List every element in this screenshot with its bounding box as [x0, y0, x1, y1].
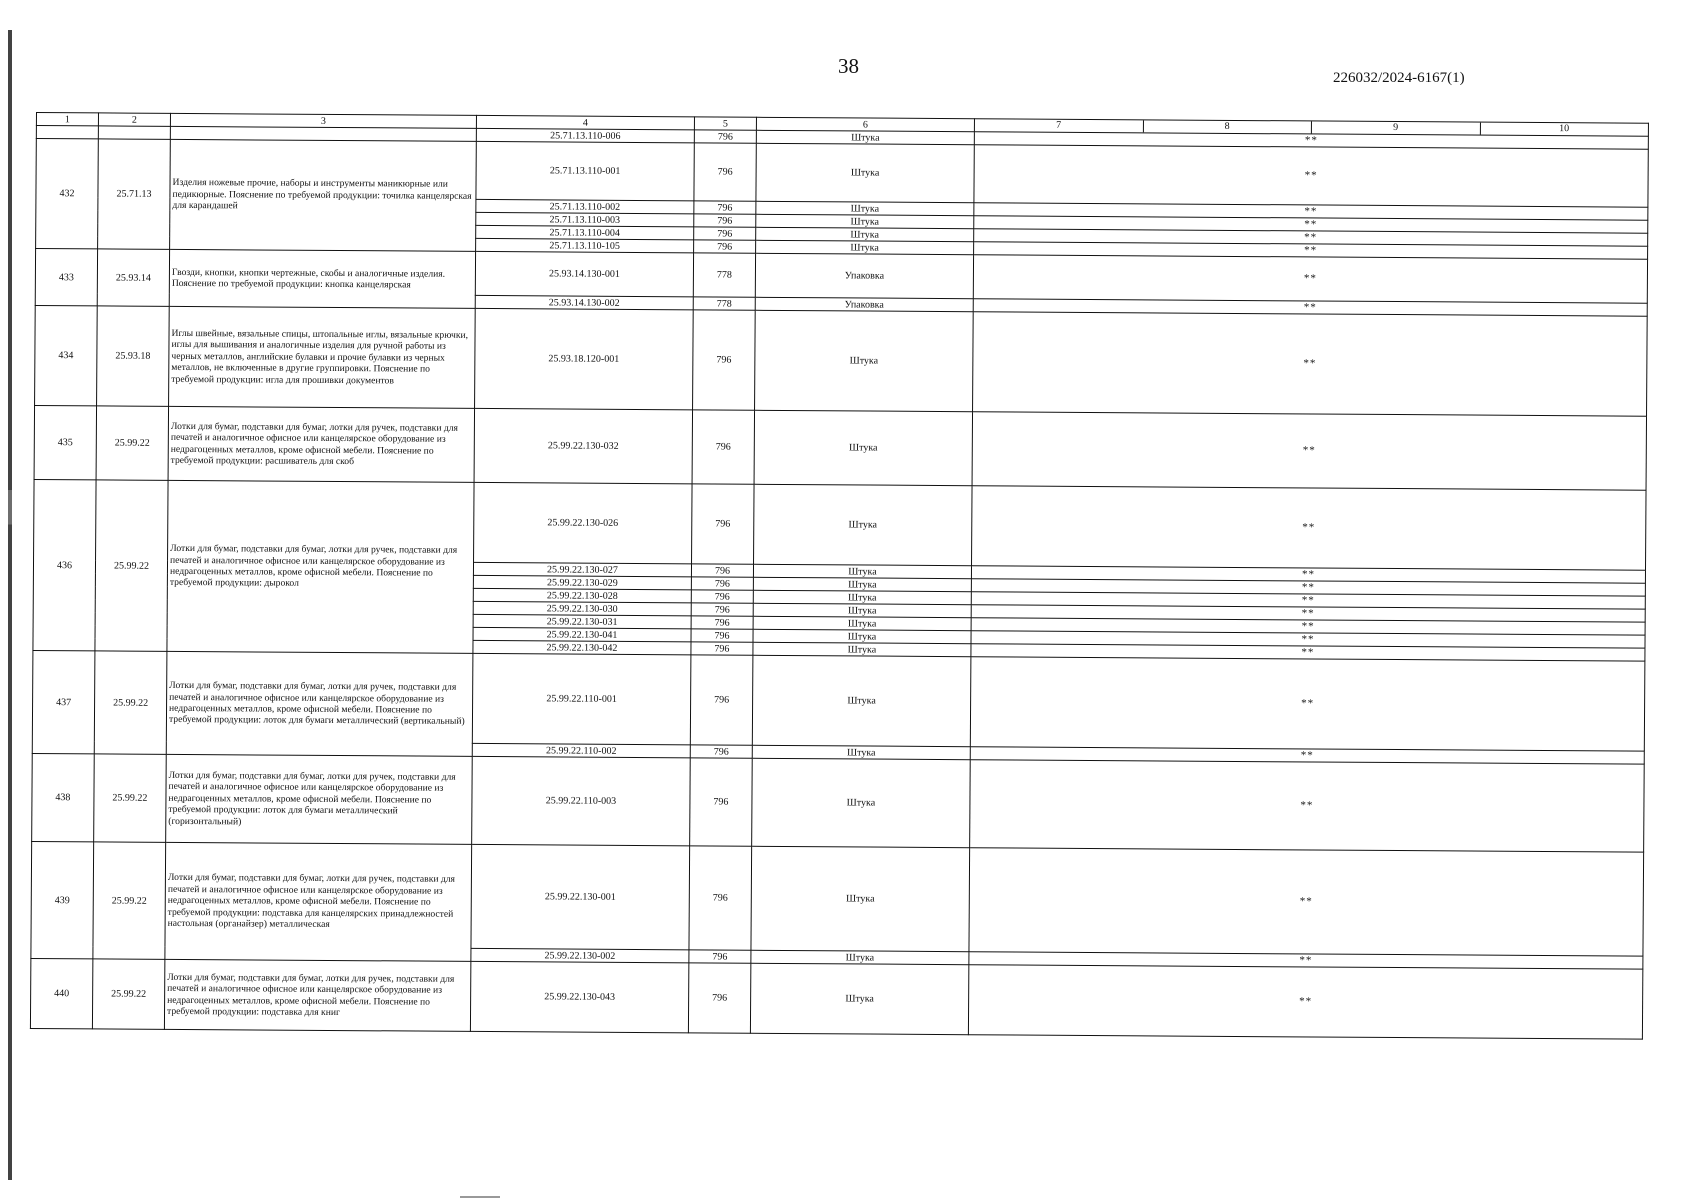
unit-name: Штука — [753, 590, 971, 604]
unit-code: 796 — [688, 963, 750, 1033]
item-description: Гвозди, кнопки, кнопки чертежные, скобы и аналогичные изделия. Пояснение по требуемой продукции: кнопка канцелярская — [169, 249, 475, 308]
col-header-4: 4 — [476, 115, 694, 129]
table-row — [30, 958, 1642, 1039]
okpd-code: 25.99.22 — [94, 754, 167, 842]
item-description: Лотки для бумаг, подставки для бумаг, лотки для ручек, подставки для печатей и аналогичное офисное или канцелярское оборудование из недрагоценных металлов, кроме офисной мебели. Пояснение по требуемой продукции: подставка для книг — [164, 959, 470, 1031]
product-code: 25.93.14.130-002 — [475, 295, 693, 309]
note-cell: ** — [974, 242, 1648, 259]
unit-code: 796 — [694, 201, 756, 214]
okpd-code: 25.99.22 — [93, 842, 166, 959]
okpd-code: 25.93.18 — [97, 306, 170, 406]
note-cell: ** — [970, 760, 1645, 852]
note-cell: ** — [973, 255, 1647, 303]
unit-name: Штука — [753, 629, 971, 643]
product-code: 25.99.22.110-002 — [472, 743, 690, 757]
product-code: 25.99.22.110-001 — [472, 653, 691, 744]
table-body — [30, 139, 1648, 1040]
product-code: 25.71.13.110-004 — [476, 225, 694, 239]
unit-name: Упаковка — [755, 253, 973, 298]
note-cell: ** — [971, 631, 1645, 648]
row-number: 433 — [35, 249, 97, 306]
product-code: 25.71.13.110-003 — [476, 212, 694, 226]
note-cell: ** — [968, 965, 1642, 1039]
unit-code: 796 — [691, 590, 753, 603]
product-code: 25.99.22.130-001 — [471, 844, 690, 949]
table-row — [34, 405, 1646, 490]
unit-code: 796 — [694, 143, 756, 201]
unit-code: 796 — [692, 410, 754, 484]
row-number: 440 — [30, 958, 92, 1028]
product-code: 25.99.22.110-003 — [472, 756, 691, 845]
unit-name: Штука — [753, 564, 971, 578]
okpd-code: 25.99.22 — [95, 480, 168, 651]
product-code: 25.71.13.110-002 — [476, 199, 694, 213]
row-number: 435 — [34, 405, 96, 479]
unit-name: Штука — [753, 616, 971, 630]
document-reference: 226032/2024-6167(1) — [1333, 70, 1465, 86]
note-cell: ** — [974, 216, 1648, 233]
col-header-5: 5 — [694, 117, 756, 130]
okpd-code: 25.99.22 — [92, 959, 164, 1029]
unit-name: Штука — [750, 963, 968, 1034]
note-cell: ** — [971, 592, 1645, 609]
note-cell: ** — [971, 566, 1645, 583]
col-header-1: 1 — [36, 113, 98, 126]
row-number: 438 — [32, 753, 95, 841]
note-cell: ** — [974, 132, 1648, 149]
row-number: 434 — [35, 305, 98, 405]
subheader-10: 10 — [1479, 123, 1648, 136]
unit-code: 796 — [691, 603, 753, 616]
okpd-code: 25.71.13 — [98, 139, 171, 249]
row-number: 437 — [32, 650, 95, 753]
unit-code: 796 — [694, 214, 756, 227]
product-code: 25.99.22.130-031 — [473, 614, 691, 628]
note-cell: ** — [971, 644, 1645, 661]
unit-name: Штука — [756, 143, 974, 202]
note-cell: ** — [971, 579, 1645, 596]
unit-name: Штука — [753, 642, 971, 656]
table-row — [32, 650, 1645, 751]
unit-name: Штука — [753, 577, 971, 591]
note-cell: ** — [973, 312, 1648, 416]
note-cell: ** — [974, 145, 1648, 207]
scan-edge-mark — [8, 30, 12, 1180]
subheader-9: 9 — [1311, 121, 1480, 134]
unit-code: 796 — [691, 616, 753, 629]
table-row — [32, 753, 1645, 852]
item-description: Лотки для бумаг, подставки для бумаг, лотки для ручек, подставки для печатей и аналогичное офисное или канцелярское оборудование из недрагоценных металлов, кроме офисной мебели. Пояснение по требуемой продукции: дырокол — [167, 480, 474, 653]
table-row — [35, 249, 1647, 304]
scan-speck — [460, 1196, 500, 1198]
unit-code: 796 — [690, 655, 753, 745]
product-code: 25.99.22.130-030 — [473, 601, 691, 615]
unit-name: Штука — [754, 484, 973, 565]
table-row — [36, 139, 1648, 208]
note-cell: ** — [971, 605, 1645, 622]
unit-name: Штука — [756, 240, 974, 254]
col-header-2: 2 — [98, 113, 170, 126]
row-number: 439 — [31, 841, 94, 958]
product-code: 25.93.18.120-001 — [475, 308, 694, 409]
product-code: 25.71.13.110-006 — [476, 128, 694, 142]
item-description: Изделия ножевые прочие, наборы и инструменты маникюрные или педикюрные. Пояснение по требуемой продукции: точилка канцелярская для карандашей — [170, 139, 477, 251]
product-code: 25.93.14.130-001 — [475, 251, 693, 296]
unit-name: Штука — [751, 950, 969, 964]
unit-code: 796 — [691, 629, 753, 642]
product-code: 25.99.22.130-002 — [471, 948, 689, 962]
unit-code: 796 — [691, 642, 753, 655]
row-number: 436 — [33, 479, 96, 650]
unit-name: Штука — [752, 758, 971, 847]
okpd-code: 25.99.22 — [94, 651, 167, 754]
unit-code: 796 — [691, 577, 753, 590]
item-description: Лотки для бумаг, подставки для бумаг, лотки для ручек, подставки для печатей и аналогичное офисное или канцелярское оборудование из недрагоценных металлов, кроме офисной мебели. Пояснение по требуемой продукции: подставка для канцелярских принадлежностей настольная (органайзер) металлическая — [165, 842, 472, 961]
item-description: Лотки для бумаг, подставки для бумаг, лотки для ручек, подставки для печатей и аналогичное офисное или канцелярское оборудование из недрагоценных металлов, кроме офисной мебели. Пояснение по требуемой продукции: лоток для бумаги металлический (вертикальный) — [166, 651, 473, 756]
table-row — [31, 841, 1644, 956]
note-cell: ** — [969, 952, 1643, 969]
table-row — [34, 479, 1646, 570]
unit-code: 778 — [693, 253, 755, 297]
note-cell: ** — [970, 747, 1644, 764]
note-cell: ** — [970, 657, 1645, 751]
specification-table — [30, 112, 1649, 1040]
unit-name: Штука — [751, 846, 970, 951]
unit-name: Штука — [756, 130, 974, 144]
item-description: Лотки для бумаг, подставки для бумаг, лотки для ручек, подставки для печатей и аналогичное офисное или канцелярское оборудование из недрагоценных металлов, кроме офисной мебели. Пояснение по требуемой продукции: расшиватель для скоб — [168, 406, 474, 482]
note-cell: ** — [974, 203, 1648, 220]
product-code: 25.99.22.130-028 — [473, 588, 691, 602]
product-code: 25.99.22.130-027 — [473, 562, 691, 576]
unit-name: Штука — [753, 603, 971, 617]
okpd-code: 25.93.14 — [97, 249, 169, 306]
unit-code: 796 — [689, 846, 752, 950]
product-code: 25.99.22.130-032 — [474, 408, 692, 483]
unit-name: Штука — [755, 310, 974, 411]
unit-code: 796 — [693, 310, 756, 410]
unit-code: 796 — [694, 130, 756, 143]
subheader-8: 8 — [1142, 120, 1311, 133]
subheader-7: 7 — [1056, 119, 1062, 131]
note-cell: ** — [972, 412, 1646, 490]
note-cell: ** — [969, 848, 1644, 956]
unit-name: Штука — [752, 655, 971, 746]
col-header-3: 3 — [170, 113, 476, 128]
product-code: 25.99.22.130-029 — [473, 575, 691, 589]
product-code: 25.71.13.110-001 — [476, 141, 694, 200]
unit-code: 796 — [691, 564, 753, 577]
item-description: Лотки для бумаг, подставки для бумаг, лотки для ручек, подставки для печатей и аналогичное офисное или канцелярское оборудование из недрагоценных металлов, кроме офисной мебели. Пояснение по требуемой продукции: лоток для бумаги металлический (горизонтальный) — [166, 754, 473, 844]
unit-code: 796 — [689, 950, 751, 963]
table-row — [35, 305, 1648, 416]
note-cell: ** — [971, 618, 1645, 635]
unit-name: Упаковка — [755, 297, 973, 311]
unit-code: 796 — [692, 484, 755, 564]
unit-name: Штука — [756, 214, 974, 228]
product-code: 25.99.22.130-042 — [473, 640, 691, 654]
item-description: Иглы швейные, вязальные спицы, штопальные иглы, вязальные крючки, иглы для вышивания и аналогичные изделия для ручной работы из черных металлов, английские булавки и прочие булавки из черных металлов, не включенные в другие группировки. Пояснение по требуемой продукции: игла для прошивки документов — [169, 306, 476, 408]
unit-name: Штука — [752, 745, 970, 759]
note-cell: ** — [974, 229, 1648, 246]
col-header-6: 6 — [756, 117, 974, 131]
product-code: 25.71.13.110-105 — [476, 238, 694, 252]
unit-code: 796 — [690, 745, 752, 758]
product-code: 25.99.22.130-041 — [473, 627, 691, 641]
unit-code: 796 — [694, 227, 756, 240]
unit-name: Штука — [756, 201, 974, 215]
unit-code: 778 — [693, 297, 755, 310]
okpd-code: 25.99.22 — [96, 406, 168, 480]
product-code: 25.99.22.130-043 — [470, 961, 688, 1032]
note-cell: ** — [972, 486, 1647, 570]
unit-name: Штука — [756, 227, 974, 241]
unit-code: 796 — [690, 758, 753, 846]
unit-code: 796 — [694, 240, 756, 253]
product-code: 25.99.22.130-026 — [474, 482, 693, 563]
page-number: 38 — [838, 54, 859, 78]
note-cell: ** — [973, 299, 1647, 316]
row-number: 432 — [36, 139, 99, 249]
unit-name: Штука — [754, 410, 972, 485]
